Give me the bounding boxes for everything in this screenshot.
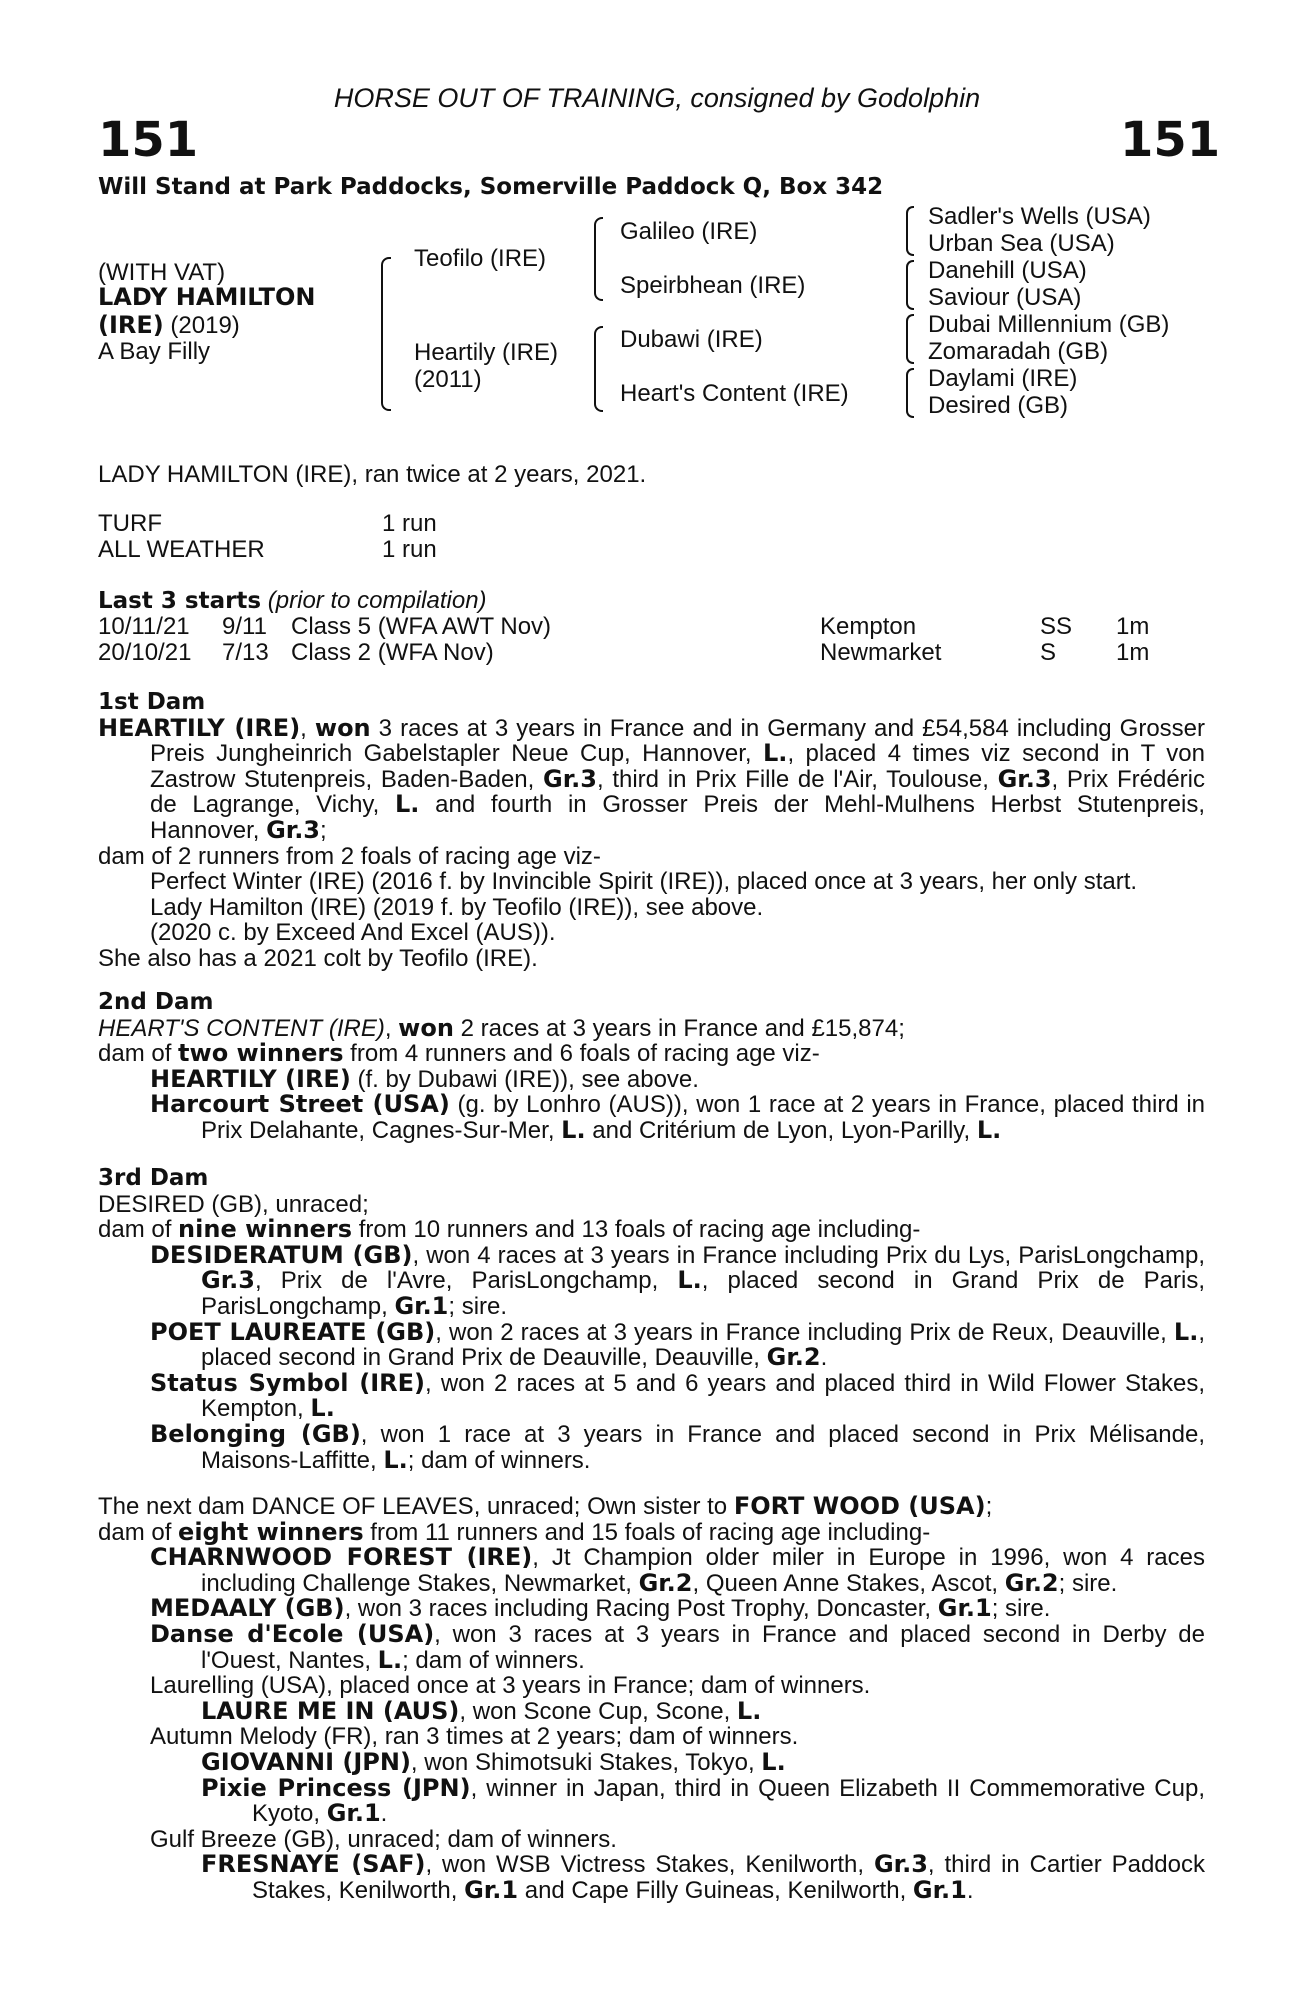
produce-item	[98, 1545, 1205, 1596]
record-text: , third in Prix Fille de l'Air, Toulouse,	[596, 765, 998, 793]
text: The next dam DANCE OF LEAVES, unraced; Own sister to	[98, 1493, 734, 1520]
start-distance: 1m	[1116, 639, 1150, 666]
horse-year: (2019)	[170, 312, 240, 339]
pedigree-gg8: Desired (GB)	[928, 392, 1069, 419]
produce-item	[98, 1064, 1205, 1093]
stats-row-aw	[98, 537, 437, 563]
pedigree-bracket-g2	[906, 260, 914, 310]
third-dam-line: DESIRED (GB), unraced;	[98, 1190, 369, 1218]
produce-intro: dam of 2 runners from 2 foals of racing age viz-	[98, 842, 601, 870]
text: , won Scone Cup, Scone,	[459, 1697, 737, 1725]
produce-item	[98, 1317, 1205, 1372]
race-summary: LADY HAMILTON (IRE), ran twice at 2 years, 2021.	[98, 461, 647, 488]
next-dam-section	[98, 1494, 1205, 1904]
produce-name: HEARTILY (IRE)	[150, 1064, 351, 1093]
text: , won 2 races at 5 and 6 years and placed third in Wild Flower Stakes, Kempton,	[201, 1369, 1205, 1423]
second-dam-produce-intro	[98, 1041, 1205, 1067]
produce-item	[98, 1619, 1205, 1674]
winners-count: two winners	[178, 1039, 344, 1068]
horse-country: (IRE)	[98, 311, 164, 339]
winners-count: nine winners	[178, 1215, 353, 1244]
last-starts-heading	[98, 588, 487, 615]
pedigree-bracket-main	[381, 257, 391, 411]
text: .	[820, 1344, 828, 1372]
group-tag: Gr.2	[766, 1343, 821, 1372]
text: , placed second in Grand Prix de Deauville, Deauville,	[201, 1318, 1205, 1372]
produce-item: (2020 c. by Exceed And Excel (AUS)).	[150, 919, 556, 947]
pedigree-gg1: Sadler's Wells (USA)	[928, 203, 1151, 230]
third-dam-section	[98, 1166, 1205, 1473]
listed-tag: L.	[761, 1747, 786, 1776]
stats-row-turf	[98, 511, 437, 537]
consignor-line: HORSE OUT OF TRAINING, consigned by Godolphin	[333, 83, 981, 113]
group-tag: Gr.3	[201, 1266, 255, 1295]
produce-subitem	[98, 1747, 1205, 1776]
start-course: Newmarket	[820, 639, 942, 666]
produce-name: Belonging (GB)	[150, 1419, 361, 1448]
stat-surface: TURF	[98, 510, 162, 537]
start-date: 10/11/21	[98, 613, 190, 640]
text: , Prix de l'Avre, ParisLongchamp,	[254, 1267, 678, 1295]
text: from 10 runners and 13 foals of racing age including-	[352, 1216, 921, 1244]
pedigree-bracket-sire	[594, 217, 603, 301]
produce-name: POET LAUREATE (GB)	[150, 1317, 436, 1346]
stat-surface: ALL WEATHER	[98, 536, 265, 563]
lot-number-right: 151	[1120, 112, 1221, 168]
text: , won 2 races at 3 years in France including Prix de Reux, Deauville,	[435, 1318, 1174, 1346]
horse-description: A Bay Filly	[98, 338, 211, 365]
group-tag: Gr.3	[266, 815, 321, 844]
text: ; sire.	[991, 1595, 1051, 1623]
produce-name: LAURE ME IN (AUS)	[201, 1696, 460, 1725]
produce-item	[98, 1092, 1205, 1143]
group-tag: Gr.1	[937, 1594, 992, 1623]
first-dam-title: 1st Dam	[98, 689, 206, 715]
start-course: Kempton	[820, 613, 917, 640]
start-race: Class 2 (WFA Nov)	[291, 639, 494, 666]
pedigree-gg5: Dubai Millennium (GB)	[928, 311, 1170, 338]
group-tag: Gr.1	[394, 1291, 449, 1320]
listed-tag: L.	[310, 1394, 335, 1423]
text: (g. by Lonhro (AUS)), won 1 race at 2 years in France, placed third in Prix Delahante, Cagnes-Sur-Mer,	[201, 1091, 1206, 1144]
pedigree-gg3: Danehill (USA)	[928, 257, 1087, 284]
pedigree-bracket-g3	[906, 314, 914, 364]
listed-tag: L.	[1173, 1317, 1199, 1346]
produce-item	[98, 1419, 1205, 1474]
second-dam-section	[98, 990, 1205, 1144]
start-date: 20/10/21	[98, 639, 192, 666]
pedigree-sire: Teofilo (IRE)	[414, 245, 547, 272]
produce-name: CHARNWOOD FOREST (IRE)	[150, 1543, 533, 1572]
listed-tag: L.	[383, 1445, 408, 1474]
next-dam-produce-intro	[98, 1517, 1205, 1546]
start-going: S	[1040, 639, 1057, 666]
text: , won 1 race at 3 years in France and placed second in Prix Mélisande, Maisons-Laffitte,	[201, 1420, 1205, 1474]
produce-name: Pixie Princess (JPN)	[201, 1773, 471, 1802]
winners-count: eight winners	[178, 1517, 364, 1546]
produce-subitem	[98, 1696, 1205, 1725]
produce-item: Perfect Winter (IRE) (2016 f. by Invincible Spirit (IRE)), placed once at 3 years, her only start.	[150, 868, 1138, 896]
text: and Critérium de Lyon, Lyon-Parilly,	[585, 1116, 977, 1144]
related-horse: FORT WOOD (USA)	[733, 1492, 986, 1520]
text: ; sire.	[1058, 1569, 1118, 1597]
produce-subitem	[98, 1773, 1205, 1828]
stat-runs: 1 run	[382, 536, 437, 563]
text: , won 4 races at 3 years in France including Prix du Lys, ParisLongchamp,	[412, 1241, 1206, 1269]
listed-tag: L.	[763, 739, 788, 768]
third-dam-produce-intro	[98, 1217, 1205, 1243]
stand-location: Will Stand at Park Paddocks, Somerville Paddock Q, Box 342	[98, 174, 884, 200]
group-tag: Gr.3	[873, 1850, 928, 1879]
pedigree-gg6: Zomaradah (GB)	[928, 338, 1109, 365]
pedigree-gg4: Saviour (USA)	[928, 284, 1082, 311]
text: , Jt Champion older miler in Europe in 1996, won 4 races including Challenge Stakes, Newmarket,	[201, 1544, 1205, 1597]
record-text: ;	[320, 816, 327, 844]
last-starts-title: Last 3 starts	[98, 588, 262, 614]
text: and Cape Filly Guineas, Kenilworth,	[518, 1876, 913, 1904]
text: , won 3 races including Racing Post Trophy, Doncaster,	[344, 1595, 938, 1623]
pedigree-dam-dam: Heart's Content (IRE)	[620, 380, 849, 407]
start-going: SS	[1040, 613, 1073, 640]
vat-note: (WITH VAT)	[98, 259, 226, 286]
listed-tag: L.	[377, 1645, 403, 1674]
second-dam-title: 2nd Dam	[98, 989, 214, 1015]
third-dam-title: 3rd Dam	[98, 1165, 209, 1191]
lot-number-left: 151	[98, 112, 199, 168]
text: ; dam of winners.	[407, 1446, 591, 1474]
last-starts-note: (prior to compilation)	[267, 587, 487, 614]
text: dam of	[98, 1518, 179, 1546]
record-text: 3 races at 3 years in France and in Germany and £54,584 including Grosser Preis Jungheinrich Gabelstapler Neue Cup, Hannover,	[150, 714, 1205, 768]
text: ;	[985, 1493, 993, 1520]
text: , Queen Anne Stakes, Ascot,	[692, 1569, 1005, 1597]
pedigree-dam-year: (2011)	[414, 366, 482, 393]
listed-tag: L.	[395, 790, 420, 819]
pedigree-dam-sire: Dubawi (IRE)	[620, 326, 763, 353]
text: (f. by Dubawi (IRE)), see above.	[350, 1065, 699, 1093]
pedigree-dam: Heartily (IRE)	[414, 339, 559, 366]
text: , won WSB Victress Stakes, Kenilworth,	[425, 1851, 874, 1879]
stat-runs: 1 run	[382, 510, 437, 537]
won-label: won	[398, 1013, 454, 1042]
produce-item	[98, 1240, 1206, 1320]
produce-item	[98, 1368, 1205, 1423]
produce-name: FRESNAYE (SAF)	[201, 1850, 426, 1879]
pedigree-gg2: Urban Sea (USA)	[928, 230, 1115, 257]
start-race: Class 5 (WFA AWT Nov)	[291, 613, 552, 640]
text: .	[380, 1800, 388, 1828]
produce-name: DESIDERATUM (GB)	[150, 1240, 413, 1269]
produce-item: Gulf Breeze (GB), unraced; dam of winners.	[150, 1825, 617, 1853]
group-tag: Gr.1	[912, 1875, 967, 1904]
listed-tag: L.	[976, 1115, 1002, 1144]
next-dam-line	[98, 1494, 1205, 1520]
group-tag: Gr.2	[638, 1568, 693, 1597]
pedigree-gg7: Daylami (IRE)	[928, 365, 1078, 392]
group-tag: Gr.3	[997, 764, 1052, 793]
listed-tag: L.	[677, 1266, 702, 1295]
produce-subitem	[98, 1852, 1205, 1903]
produce-name: Danse d'Ecole (USA)	[150, 1619, 435, 1648]
produce-name: Harcourt Street (USA)	[150, 1090, 450, 1119]
pedigree-sire-dam: Speirbhean (IRE)	[620, 272, 806, 299]
group-tag: Gr.1	[464, 1875, 519, 1904]
text: .	[966, 1876, 974, 1904]
group-tag: Gr.2	[1004, 1568, 1059, 1597]
listed-tag: L.	[736, 1696, 762, 1725]
start-distance: 1m	[1116, 613, 1150, 640]
start-position: 7/13	[222, 639, 269, 666]
text: dam of	[98, 1040, 179, 1068]
produce-name: Status Symbol (IRE)	[150, 1368, 426, 1397]
record-text: 2 races at 3 years in France and £15,874;	[453, 1014, 905, 1042]
pedigree-sire-sire: Galileo (IRE)	[620, 218, 758, 245]
text: dam of	[98, 1216, 179, 1244]
produce-item: Laurelling (USA), placed once at 3 years in France; dam of winners.	[150, 1672, 871, 1700]
record-text: , placed 4 times viz second in T von Zastrow Stutenpreis, Baden-Baden,	[150, 740, 1205, 793]
start-position: 9/11	[222, 613, 267, 640]
first-dam-name: HEARTILY (IRE)	[98, 713, 301, 742]
first-dam-section	[98, 690, 1205, 972]
text: from 11 runners and 15 foals of racing age including-	[363, 1518, 931, 1546]
text: from 4 runners and 6 foals of racing age viz-	[343, 1040, 820, 1068]
group-tag: Gr.1	[326, 1799, 381, 1828]
text: , won Shimotsuki Stakes, Tokyo,	[410, 1748, 762, 1776]
pedigree-bracket-g4	[906, 368, 914, 418]
horse-name: LADY HAMILTON	[98, 283, 316, 311]
text: , won 3 races at 3 years in France and placed second in Derby de l'Ouest, Nantes,	[201, 1620, 1205, 1674]
horse-origin-year	[98, 312, 240, 339]
record-text: and fourth in Grosser Preis der Mehl-Mulhens Herbst Stutenpreis, Hannover,	[150, 791, 1205, 844]
text: , third in Cartier Paddock Stakes, Kenilworth,	[252, 1851, 1205, 1904]
produce-name: GIOVANNI (JPN)	[201, 1747, 411, 1776]
second-dam-name: HEART'S CONTENT (IRE)	[98, 1014, 385, 1042]
produce-item: Lady Hamilton (IRE) (2019 f. by Teofilo (IRE)), see above.	[150, 893, 764, 921]
group-tag: Gr.3	[543, 764, 597, 793]
produce-name: MEDAALY (GB)	[150, 1594, 345, 1623]
listed-tag: L.	[561, 1115, 586, 1144]
first-dam-record: HEARTILY (IRE), won 3 races at 3 years in France and in Germany and £54,584 including Grosser Preis Jungheinrich Gabelstapler Neue Cup, Hannover, L., placed 4 times viz second in T von Zastrow Stutenpreis, Baden-Baden, Gr.3, third in Prix Fille de l'Air, Toulouse, Gr.3, Prix Frédéric de Lagrange, Vichy, L. and fourth in Grosser Preis der Mehl-Mulhens Herbst Stutenpreis, Hannover, Gr.3;	[98, 713, 1205, 844]
pedigree-bracket-g1	[906, 206, 914, 256]
text: , placed second in Grand Prix de Paris, ParisLongchamp,	[201, 1267, 1205, 1320]
also-note: She also has a 2021 colt by Teofilo (IRE).	[98, 944, 538, 972]
produce-item	[98, 1596, 1205, 1622]
record-text: , Prix Frédéric de Lagrange, Vichy,	[150, 765, 1205, 819]
text: , winner in Japan, third in Queen Elizabeth II Commemorative Cup, Kyoto,	[252, 1774, 1205, 1828]
text: ; sire.	[448, 1292, 508, 1320]
won-label: won	[314, 713, 371, 742]
produce-item: Autumn Melody (FR), ran 3 times at 2 years; dam of winners.	[150, 1723, 799, 1751]
text: ; dam of winners.	[402, 1646, 585, 1674]
second-dam-record: HEART'S CONTENT (IRE), won 2 races at 3 years in France and £15,874;	[98, 1013, 905, 1042]
pedigree-bracket-dam	[594, 326, 603, 412]
